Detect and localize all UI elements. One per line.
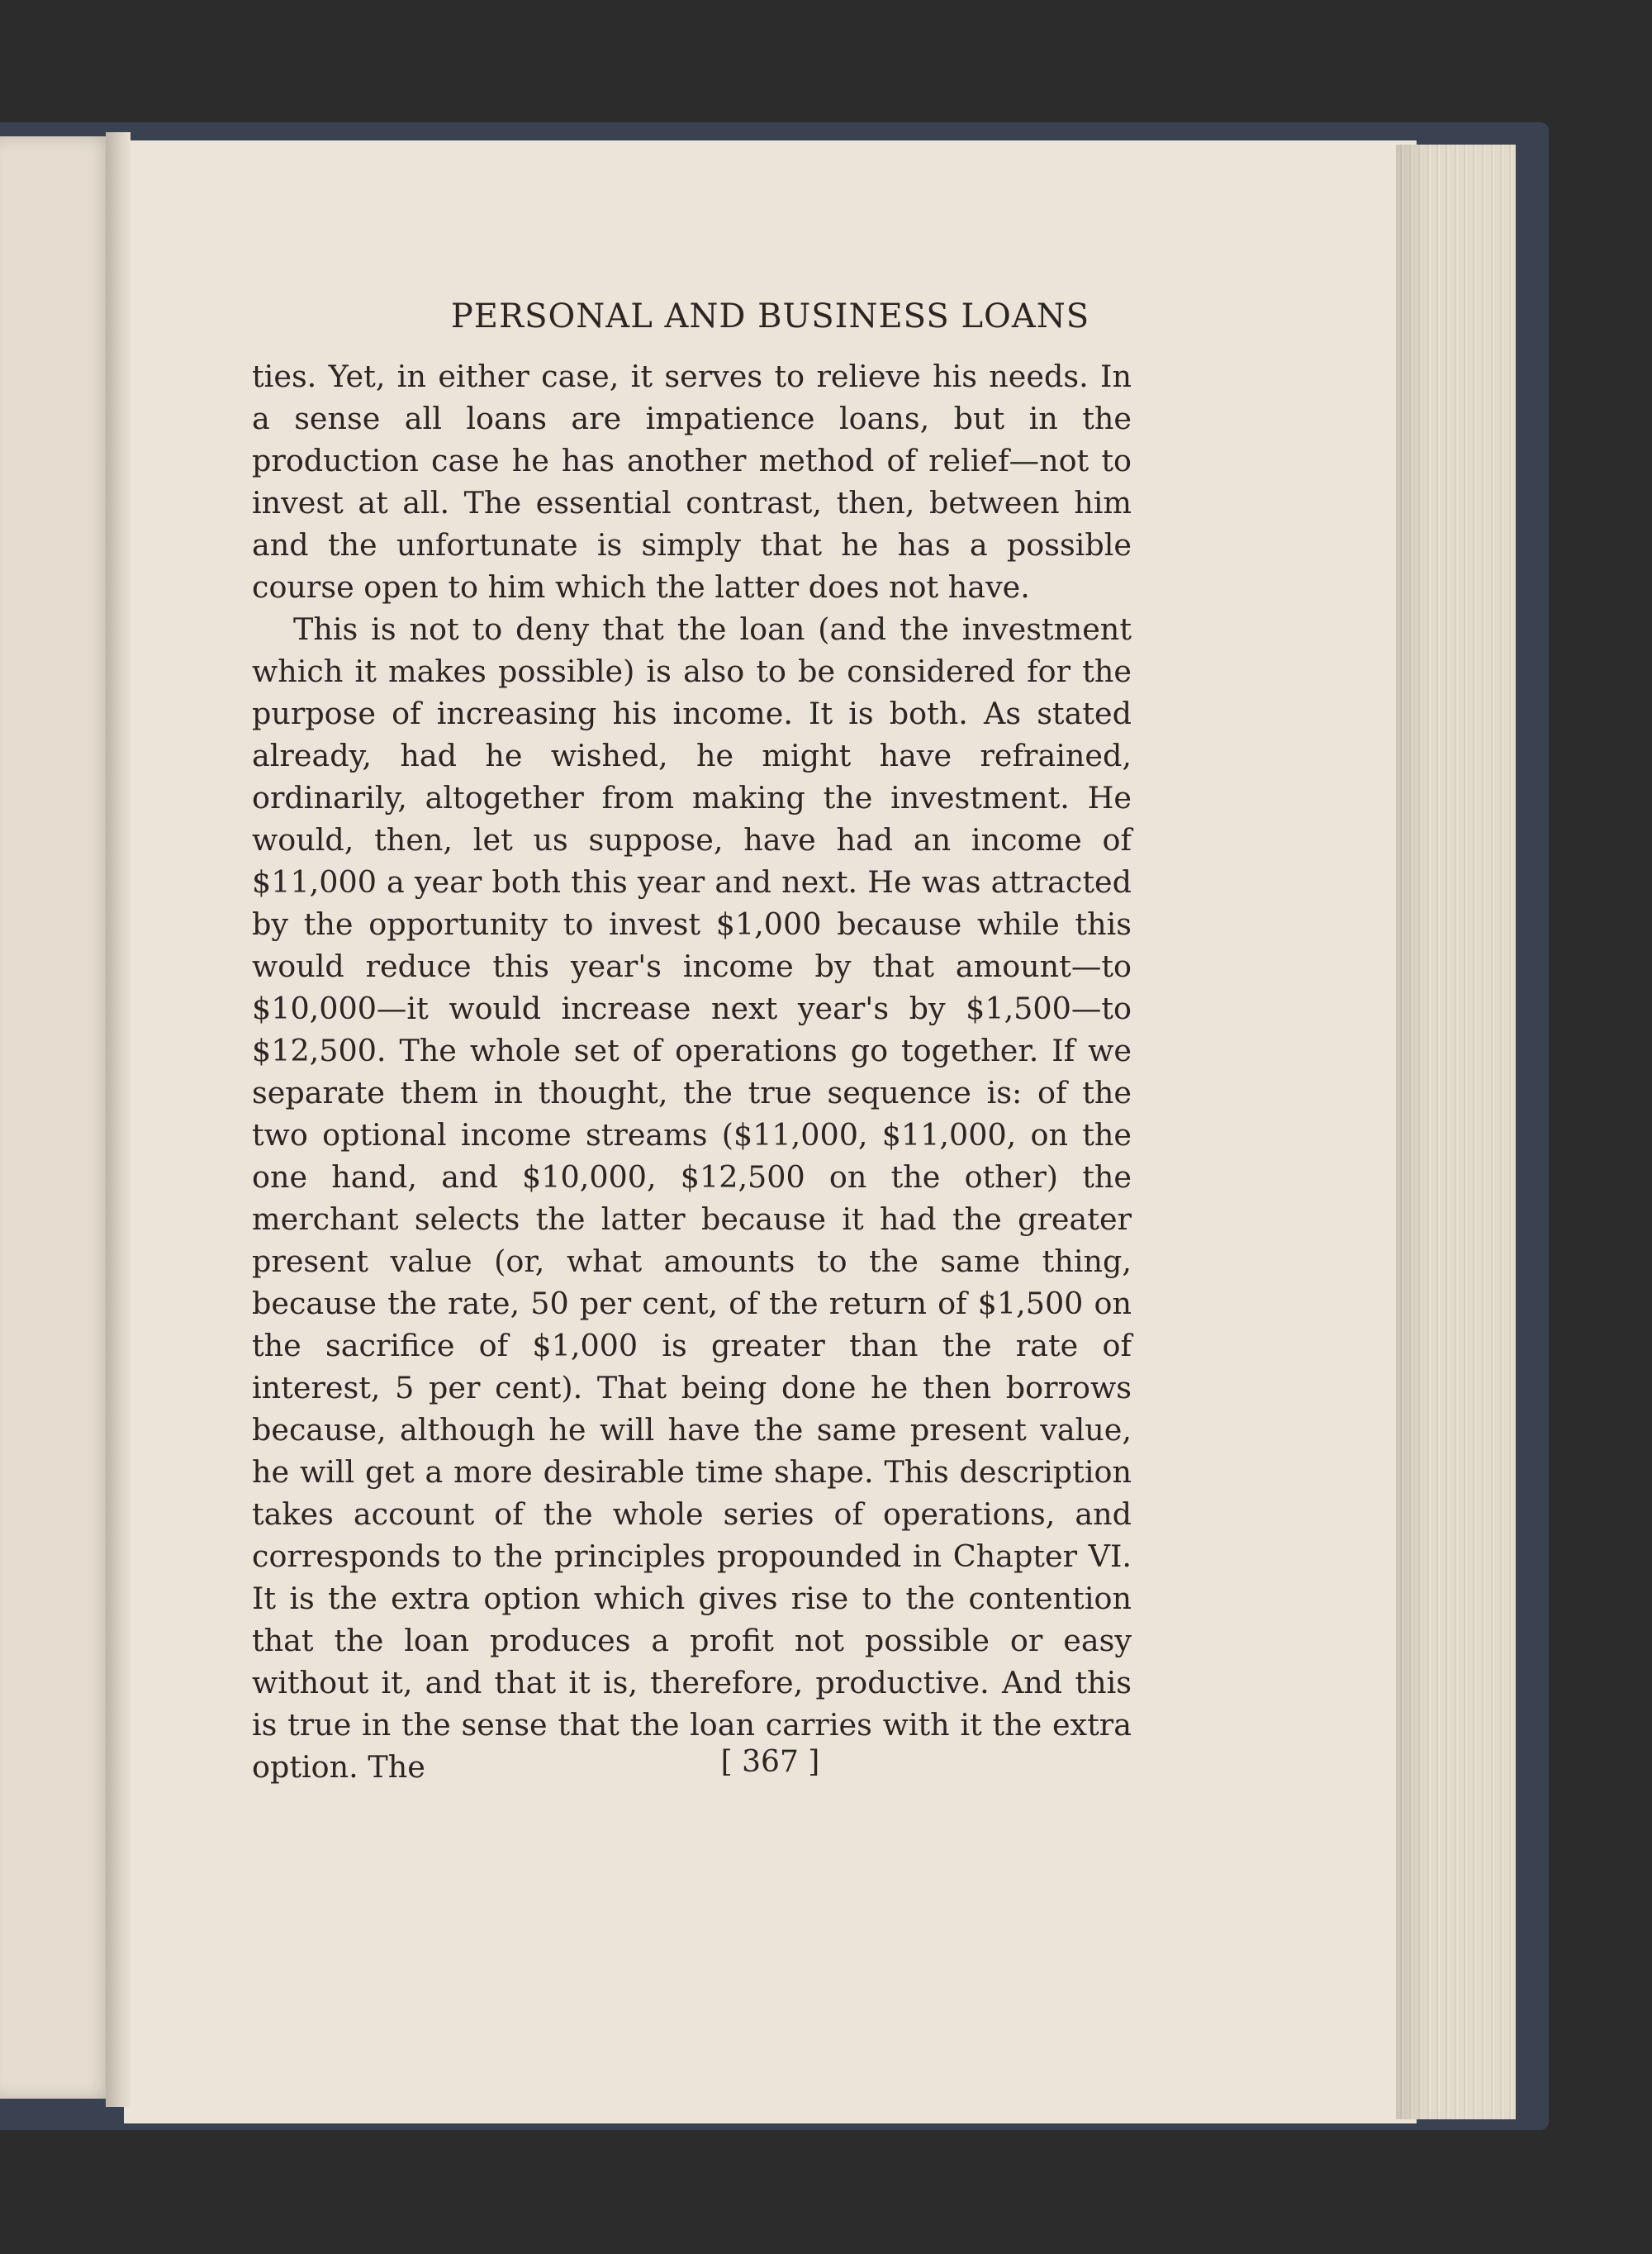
paragraph: This is not to deny that the loan (and the investment which it makes possible) is also to be considered for the purpose of increasing his income. It is both. As stated already, had he wished, he might have refrained, ordinarily, altogether from making the investment. He would, then, let us suppose, have had an income of $11,000 a year both this year and next. He was attracted by the opportunity to invest $1,000 because while this would reduce this year's income by that amount—to $10,000—it would increase next year's by $1,500—to $12,500. The whole set of operations go together. If we separate them in thought, the true sequence is: of the two optional income streams ($11,000, $11,000, on the one hand, and $10,000, $12,500 on the other) the merchant selects the latter because it had the greater present value (or, what amounts to the same thing, because the rate, 50 per cent, of the return of $1,500 on the sacrifice of $1,000 is greater than the rate of interest, 5 per cent). That being done he then borrows because, although he will have the same present value, he will get a more desirable time shape. This description takes account of the whole series of operations, and corresponds to the principles propounded in Chapter VI. It is the extra option which gives rise to the contention that the loan produces a profit not possible or easy without it, and that it is, therefore, productive. And this is true in the sense that the loan carries with it the extra option. The bbox=[252, 611, 1132, 1785]
page-edge-shadow bbox=[1396, 145, 1429, 2119]
page-number: [ 367 ] bbox=[720, 1745, 820, 1779]
running-head: PERSONAL AND BUSINESS LOANS bbox=[450, 297, 1090, 335]
paragraph: ties. Yet, in either case, it serves to relieve his needs. In a sense all loans are impatience loans, but in the production case he has another method of relief—not to invest at all. The essential contrast, then, between him and the unfortunate is simply that he has a possible course open to him which the latter does not have. bbox=[252, 359, 1132, 605]
facing-page bbox=[0, 136, 116, 2099]
gutter bbox=[106, 132, 131, 2107]
body-text bbox=[252, 355, 1132, 1788]
